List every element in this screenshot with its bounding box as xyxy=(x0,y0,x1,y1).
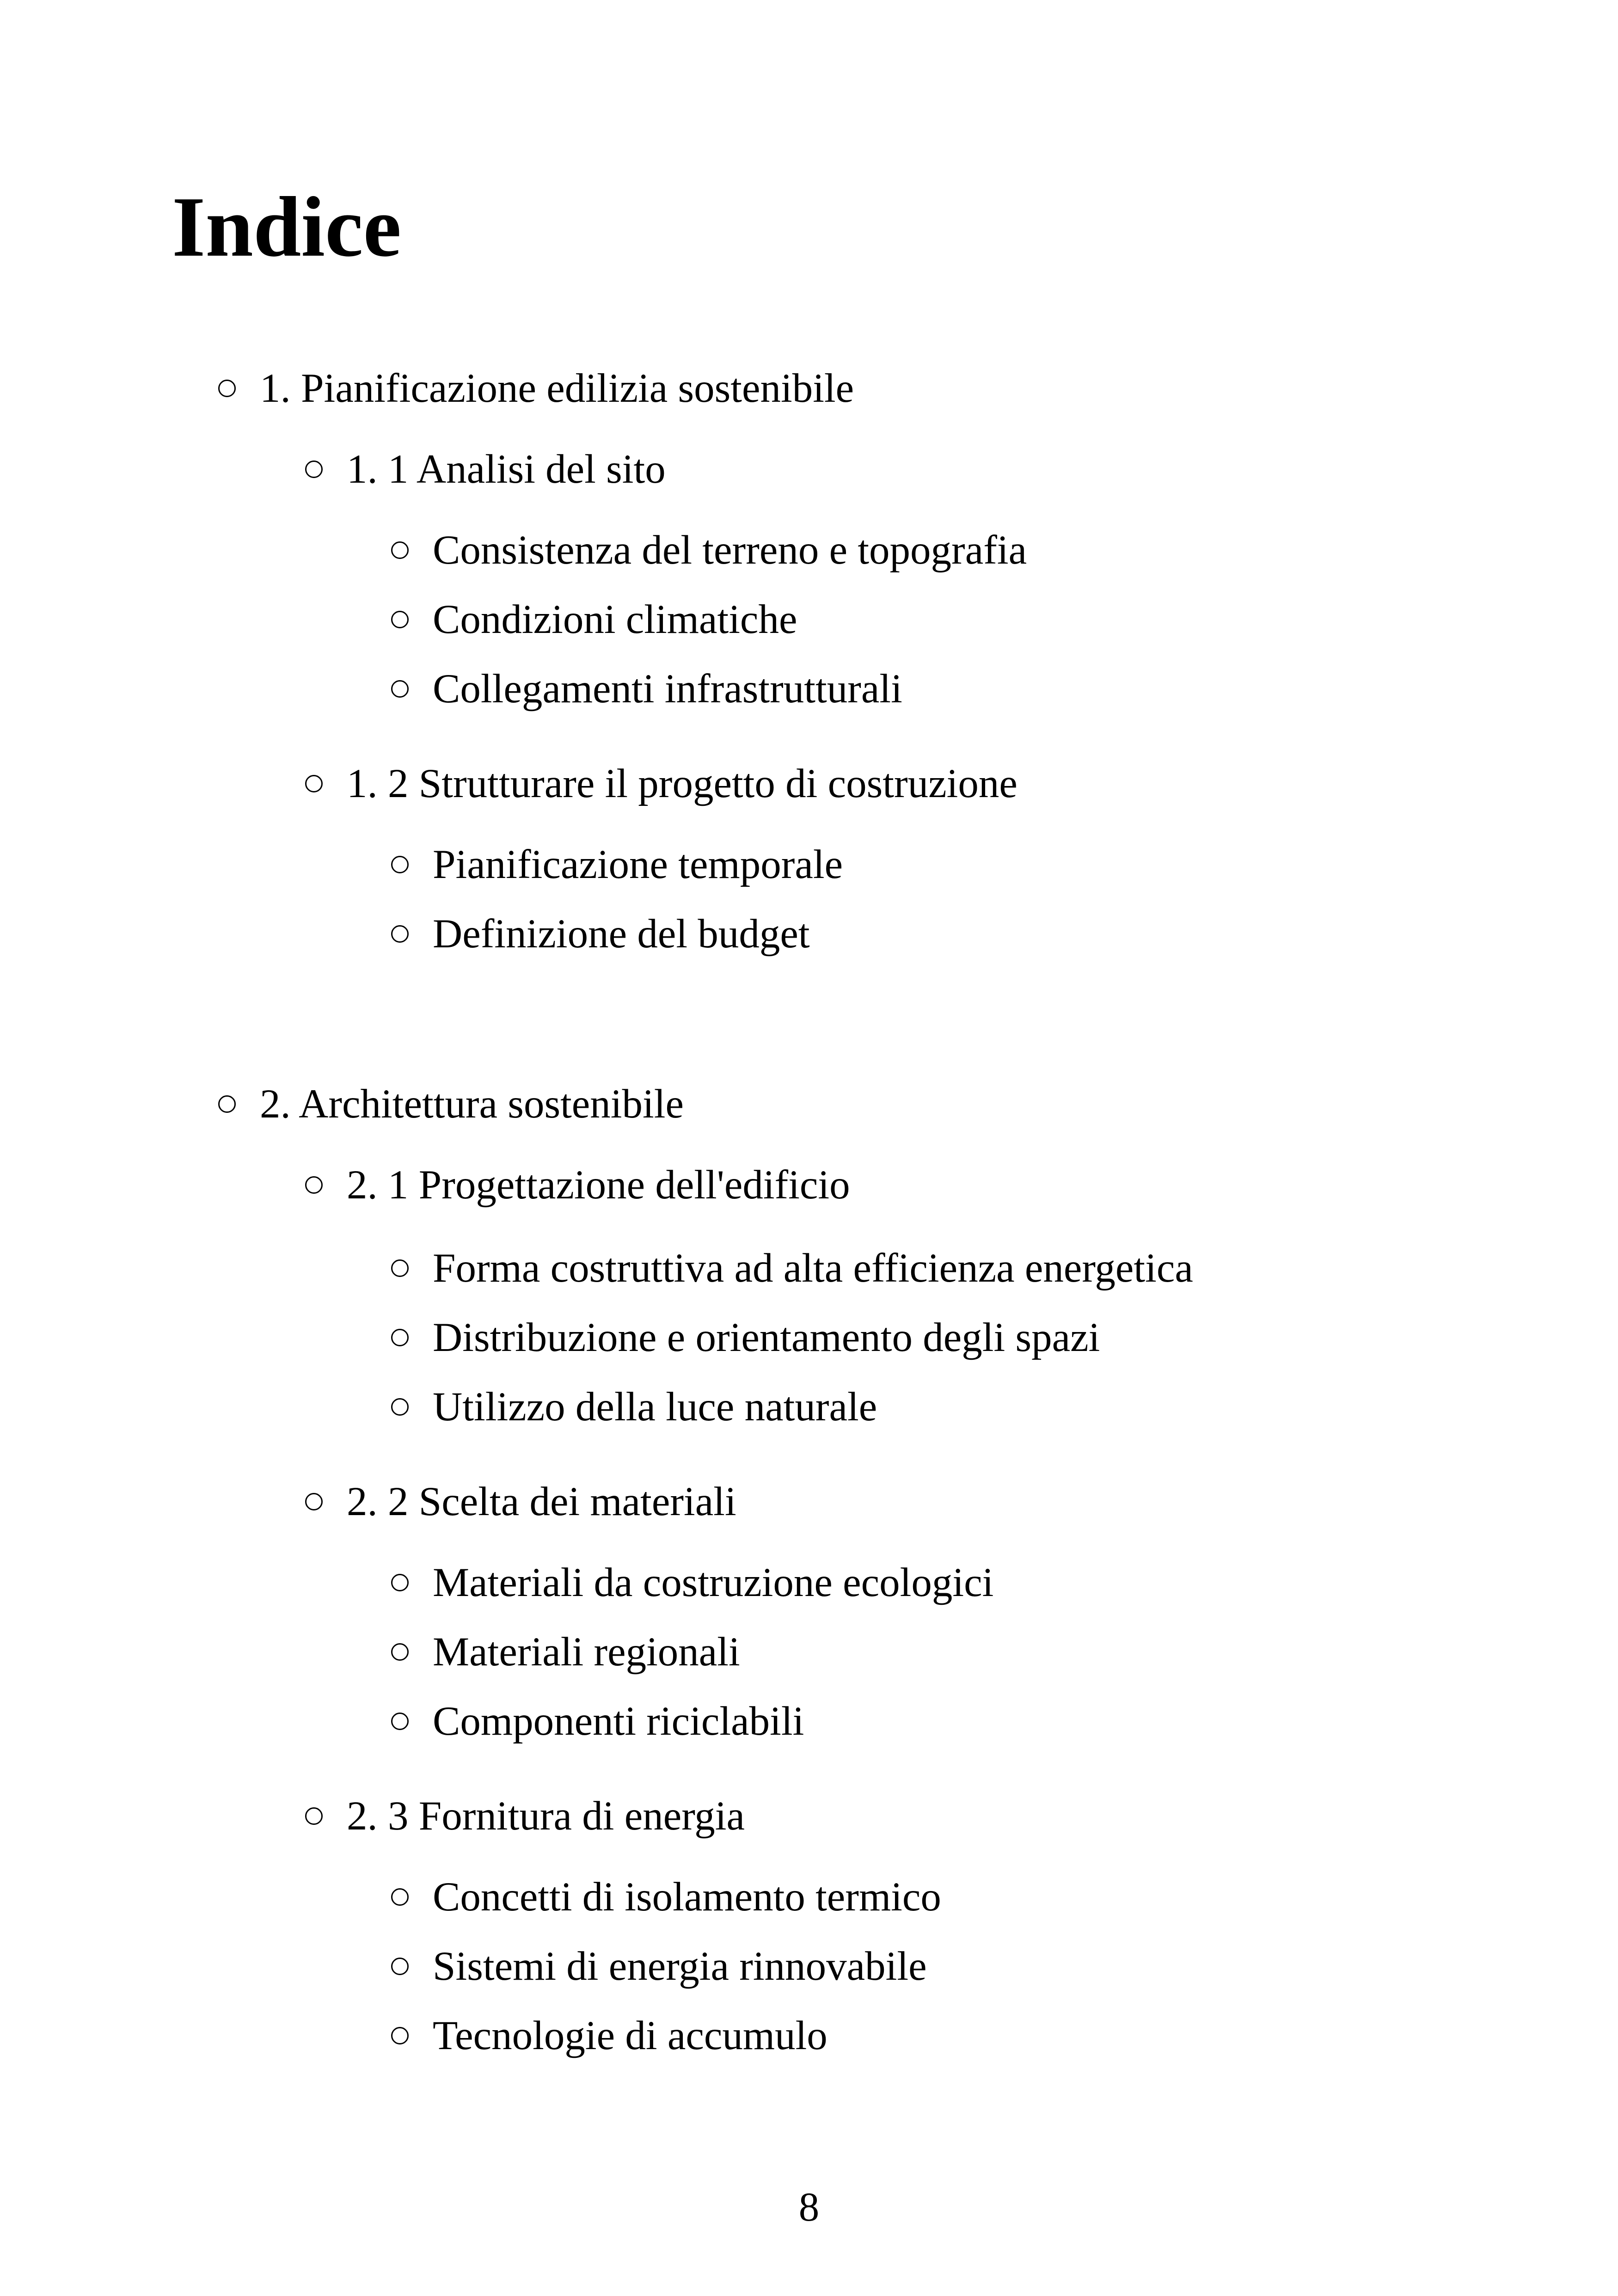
toc-entry-section[interactable] xyxy=(305,1791,745,1842)
toc-entry-label: Tecnologie di accumulo xyxy=(433,2013,827,2058)
toc-entry-subsection[interactable] xyxy=(391,525,1027,576)
toc-entry-label: Utilizzo della luce naturale xyxy=(433,1384,877,1430)
hollow-circle-bullet-icon xyxy=(391,1713,409,1730)
toc-entry-section[interactable] xyxy=(305,1160,850,1210)
hollow-circle-bullet-icon xyxy=(391,1574,409,1591)
toc-entry-subsection[interactable] xyxy=(391,839,843,890)
hollow-circle-bullet-icon xyxy=(391,1398,409,1416)
toc-entry-label: Componenti riciclabili xyxy=(433,1698,804,1744)
toc-entry-subsection[interactable] xyxy=(391,1312,1100,1363)
hollow-circle-bullet-icon xyxy=(391,1259,409,1277)
toc-entry-label: Definizione del budget xyxy=(433,911,810,957)
toc-entry-label: 2. 3 Fornitura di energia xyxy=(347,1793,745,1839)
toc-entry-label: 2. 1 Progettazione dell'edificio xyxy=(347,1162,850,1208)
toc-entry-section[interactable] xyxy=(305,1476,736,1527)
toc-entry-subsection[interactable] xyxy=(391,594,797,645)
toc-entry-subsection[interactable] xyxy=(391,909,810,959)
page-number: 8 xyxy=(798,2185,820,2230)
toc-entry-subsection[interactable] xyxy=(391,2010,827,2061)
toc-entry-label: 2. 2 Scelta dei materiali xyxy=(347,1479,736,1524)
toc-entry-label: Forma costruttiva ad alta efficienza energetica xyxy=(433,1245,1193,1291)
toc-entry-section[interactable] xyxy=(305,444,666,495)
toc-entry-label: Pianificazione temporale xyxy=(433,841,843,887)
toc-entry-subsection[interactable] xyxy=(391,1872,941,1922)
toc-entry-label: Distribuzione e orientamento degli spazi xyxy=(433,1314,1100,1360)
hollow-circle-bullet-icon xyxy=(305,460,323,478)
hollow-circle-bullet-icon xyxy=(391,2027,409,2044)
toc-entry-subsection[interactable] xyxy=(391,663,902,714)
hollow-circle-bullet-icon xyxy=(305,1807,323,1825)
hollow-circle-bullet-icon xyxy=(391,611,409,628)
toc-entry-label: 1. 2 Strutturare il progetto di costruzione xyxy=(347,761,1017,806)
toc-entry-subsection[interactable] xyxy=(391,1941,927,1992)
toc-entry-label: Consistenza del terreno e topografia xyxy=(433,527,1027,573)
toc-entry-label: Concetti di isolamento termico xyxy=(433,1874,941,1920)
hollow-circle-bullet-icon xyxy=(218,380,236,397)
toc-entry-label: Materiali da costruzione ecologici xyxy=(433,1559,994,1605)
toc-entry-label: 1. Pianificazione edilizia sostenibile xyxy=(260,365,854,411)
hollow-circle-bullet-icon xyxy=(391,856,409,873)
page-title: Indice xyxy=(172,179,402,275)
toc-entry-subsection[interactable] xyxy=(391,1381,877,1432)
toc-entry-chapter[interactable] xyxy=(218,1079,684,1130)
hollow-circle-bullet-icon xyxy=(391,1888,409,1906)
toc-entry-label: 2. Architettura sostenibile xyxy=(260,1081,684,1127)
toc-entry-label: Materiali regionali xyxy=(433,1629,740,1675)
hollow-circle-bullet-icon xyxy=(391,925,409,943)
toc-entry-subsection[interactable] xyxy=(391,1696,804,1747)
hollow-circle-bullet-icon xyxy=(391,1329,409,1346)
toc-entry-label: Collegamenti infrastrutturali xyxy=(433,666,902,712)
hollow-circle-bullet-icon xyxy=(305,1493,323,1510)
toc-entry-subsection[interactable] xyxy=(391,1627,740,1677)
toc-entry-label: Condizioni climatiche xyxy=(433,596,797,642)
hollow-circle-bullet-icon xyxy=(305,775,323,792)
toc-entry-label: 1. 1 Analisi del sito xyxy=(347,446,666,492)
toc-entry-subsection[interactable] xyxy=(391,1243,1193,1294)
hollow-circle-bullet-icon xyxy=(305,1176,323,1194)
toc-entry-section[interactable] xyxy=(305,758,1017,809)
toc-entry-chapter[interactable] xyxy=(218,363,854,414)
toc-entry-label: Sistemi di energia rinnovabile xyxy=(433,1943,927,1989)
toc-entry-subsection[interactable] xyxy=(391,1557,993,1608)
hollow-circle-bullet-icon xyxy=(218,1095,236,1113)
hollow-circle-bullet-icon xyxy=(391,1958,409,1975)
hollow-circle-bullet-icon xyxy=(391,680,409,698)
hollow-circle-bullet-icon xyxy=(391,1643,409,1661)
hollow-circle-bullet-icon xyxy=(391,541,409,559)
